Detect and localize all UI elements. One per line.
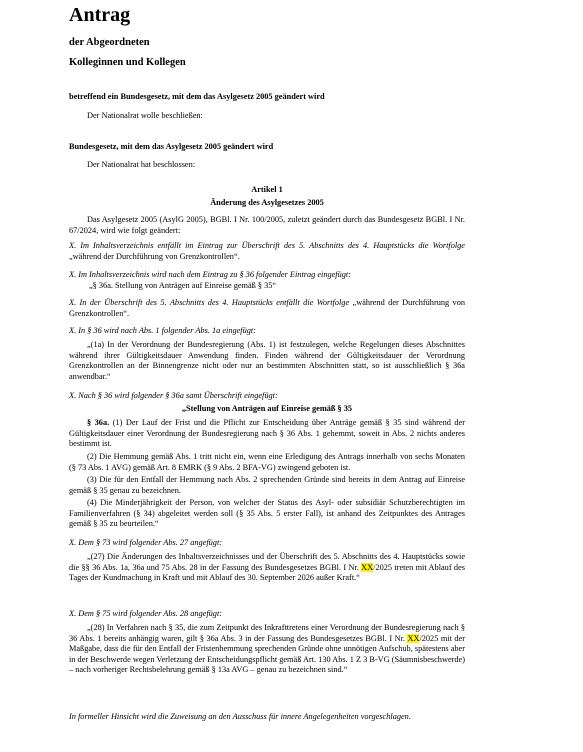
bundesgesetz-title: Bundesgesetz, mit dem das Asylgesetz 2005 geändert wird — [69, 142, 274, 151]
s36a-abs-3: (3) Die für den Entfall der Hemmung nach Abs. 2 sprechenden Gründe sind bereits in dem Antrag auf Einreise gemäß § 35 genau zu bezeichnen. — [69, 475, 465, 495]
s36a-abs-2: (2) Die Hemmung gemäß Abs. 1 tritt nicht ein, wenn eine Erledigung des Antrags innerhalb von sechs Monaten (§ 73 Abs. 1 AVG) gemäß Art. 8 EMRK (§ 9 Abs. 2 BFA-VG) zwingend geboten ist. — [69, 452, 465, 472]
subtitle-abgeordneten: der Abgeordneten — [69, 37, 150, 48]
ziffer-1 — [69, 241, 465, 262]
s36a-abs-4: (4) Die Minderjährigkeit der Person, von welcher der Status des Asyl- oder subsidiär Schutzberechtigten im Familienverfahren (§ 34) abgeleitet werden soll (§ 35 Abs. 5 erster Fall), ist anhand des Zeitpunktes des Antrages gemäß § 35 zu beurteilen.“ — [69, 498, 465, 529]
ziffer-3-text: X. In der Überschrift des 5. Abschnitts des 4. Hauptstücks entfällt die Wortfolge — [69, 298, 353, 307]
s36a-abs-1-text: (1) Der Lauf der Frist und die Pflicht zur Entscheidung über Anträge gemäß § 35 sind während der Gültigkeitsdauer einer Verordnung der Bundesregierung nach § 36 Abs. 1 gehemmt, soweit in Abs. 2 nichts anderes bestimmt ist. — [69, 418, 465, 449]
nationalrat-wolle: Der Nationalrat wolle beschließen: — [87, 111, 203, 120]
nationalrat-hat: Der Nationalrat hat beschlossen: — [87, 160, 196, 169]
abs-27-text: „(27) Die Änderungen des Inhaltsverzeichnisses und der Überschrift des 5. Abschnitts des 4. Hauptstücks sowie die §§ 36 Abs. 1a, 36a und 75 Abs. 28 in der Fassung des Bundesgesetzes BGBl. I Nr. XX/2025 treten mit Ablauf des Tages der Kundmachung in Kraft und mit Ablauf des 30. September 2026 außer Kraft.“ — [69, 552, 465, 583]
artikel-heading: Artikel 1 — [251, 185, 283, 194]
ziffer-2: X. Im Inhaltsverzeichnis wird nach dem Eintrag zu § 36 folgender Eintrag eingefügt: — [69, 270, 351, 279]
s36a-abs-1 — [69, 418, 465, 450]
placeholder-xx-2: XX — [407, 633, 420, 643]
ziffer-1-text: X. Im Inhaltsverzeichnis entfällt im Eintrag zur Überschrift des 5. Abschnitts des 4. Hauptstücks die Wortfolge — [69, 241, 465, 250]
ziffer-1-quote: „während der Durchführung von Grenzkontrollen“. — [69, 251, 240, 261]
placeholder-xx-1: XX — [361, 562, 374, 572]
ziffer-4: X. In § 36 wird nach Abs. 1 folgender Abs. 1a eingefügt: — [69, 326, 256, 335]
betreffend-line: betreffend ein Bundesgesetz, mit dem das Asylgesetz 2005 geändert wird — [69, 92, 325, 101]
ziffer-5: X. Nach § 36 wird folgender § 36a samt Überschrift eingefügt: — [69, 391, 278, 400]
subtitle-kolleginnen: Kolleginnen und Kollegen — [69, 57, 186, 68]
ziffer-2-quote: „§ 36a. Stellung von Anträgen auf Einreise gemäß § 35“ — [89, 281, 277, 290]
footer-note: In formeller Hinsicht wird die Zuweisung an den Ausschuss für innere Angelegenheiten vorgeschlagen. — [69, 712, 411, 721]
s36a-label: § 36a. — [87, 418, 110, 427]
doc-title: Antrag — [69, 4, 131, 26]
ziffer-3-quote: „während der Durchführung von Grenzkontrollen“. — [69, 298, 465, 318]
ziffer-7: X. Dem § 75 wird folgender Abs. 28 angefügt: — [69, 609, 223, 618]
abs-1a-text: „(1a) In der Verordnung der Bundesregierung (Abs. 1) ist festzulegen, welche Regelungen dieses Abschnittes während ihrer Gültigkeitsdauer Anwendung finden. Finden während der Gültigkeitsdauer der Verordnung Grenzkontrollen an der Binnengrenze nicht oder nur an bestimmten Abschnitten statt, so ist ausschließlich § 36a anwendbar.“ — [69, 340, 465, 381]
section-36a-title: „Stellung von Anträgen auf Einreise gemäß § 35 — [181, 404, 353, 413]
intro-paragraph: Das Asylgesetz 2005 (AsylG 2005), BGBl. I Nr. 100/2005, zuletzt geändert durch das Bundesgesetz BGBl. I Nr. 67/2024, wird wie folgt geändert: — [69, 215, 465, 235]
ziffer-3 — [69, 298, 465, 319]
ziffer-6: X. Dem § 73 wird folgender Abs. 27 angefügt: — [69, 538, 223, 547]
artikel-title: Änderung des Asylgesetzes 2005 — [210, 198, 324, 207]
abs-28-text: „(28) In Verfahren nach § 35, die zum Zeitpunkt des Inkrafttretens einer Verordnung der Bundesregierung nach § 36 Abs. 1 bereits anhängig waren, gilt § 36a Abs. 3 in der Fassung des Bundesgesetzes BGBl. I Nr. XX/2025 mit der Maßgabe, dass die für den Entfall der Fristenhemmung sprechenden Gründe ohne unnötigen Aufschub, spätestens aber in der Beschwerde wegen Verletzung der Entscheidungspflicht gemäß Art. 130 Abs. 1 Z 3 B-VG (Säumnisbeschwerde) – nach vorheriger Rechtsbelehrung gemäß § 13a AVG – genau zu bezeichnen sind.“ — [69, 623, 465, 675]
